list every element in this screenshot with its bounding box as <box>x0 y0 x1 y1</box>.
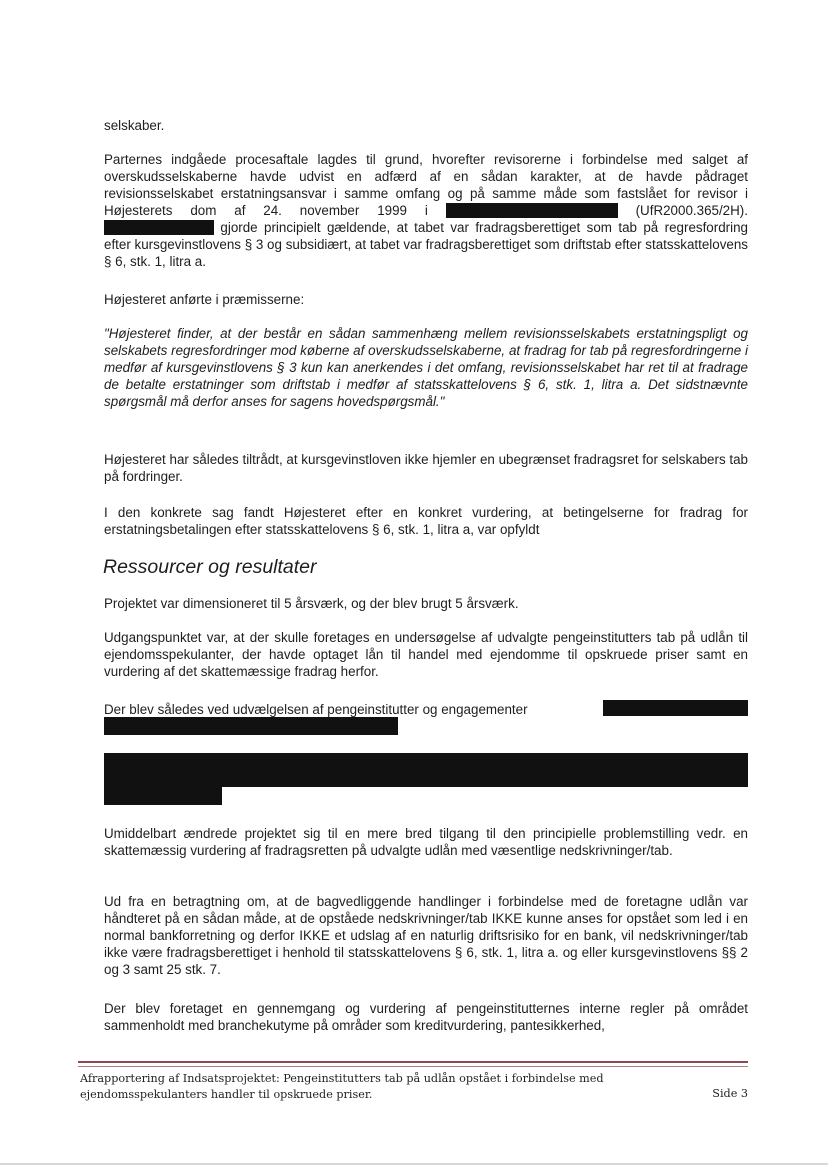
paragraph-procesaftale-text-c: gjorde principielt gældende, at tabet var fradragsberettiget som tab på regresfordring efter kursgevinstlovens § 3 og subsidiært, at tabet var fradragsberettiget som driftstab efter statsskattelovens § 6, stk. 1, litra a. <box>104 220 748 269</box>
paragraph-tilgang: Umiddelbart ændrede projektet sig til en mere bred tilgang til den principielle problemstilling vedr. en skattemæssig vurdering af fradragsretten på udvalgte udlån med væsentlige nedskrivninger/tab. <box>104 826 748 858</box>
footer-title-line1: Afrapportering af Indsatsprojektet: Pengeinstitutters tab på udlån opstået i forbindelse med <box>80 1072 604 1085</box>
footer-rule-thin <box>78 1066 748 1067</box>
redaction-block <box>104 753 748 787</box>
redaction-block <box>104 717 398 735</box>
page-number: Side 3 <box>712 1087 748 1100</box>
paragraph-dimensionering: Projektet var dimensioneret til 5 årsværk, og der blev brugt 5 årsværk. <box>104 596 519 611</box>
paragraph-quote: "Højesteret finder, at der består en sådan sammenhæng mellem revisionsselskabets erstatningspligt og selskabets regresfordringer mod køberne af overskudsselskaberne, at fradrag for tab på regresfordringerne i medfør af kursgevinstlovens § 3 kun kan anerkendes i det omfang, revisionsselskabet har ret til at fradrage de betalte erstatninger som driftstab i medfør af statsskattelovens § 6, stk. 1, litra a. Det sidstnævnte spørgsmål må derfor anses for sagens hovedspørgsmål." <box>104 326 748 409</box>
scan-edge <box>0 1163 828 1165</box>
paragraph-udvaelgelse: Der blev således ved udvælgelsen af pengeinstitutter og engagementer <box>104 702 528 717</box>
paragraph-premisser-intro: Højesteret anførte i præmisserne: <box>104 292 305 307</box>
redaction-block <box>446 203 618 218</box>
paragraph-intro-fragment: selskaber. <box>104 118 165 133</box>
paragraph-procesaftale-text-b: (UfR2000.365/2H). <box>635 203 748 218</box>
paragraph-procesaftale <box>104 151 748 270</box>
paragraph-udgangspunkt: Udgangspunktet var, at der skulle foretages en undersøgelse af udvalgte pengeinstitutters tab på udlån til ejendomsspekulanter, der havde optaget lån til handel med ejendomme til opskruede priser samt en vurdering af det skattemæssige fradrag herfor. <box>104 630 748 679</box>
footer-rule <box>78 1061 748 1063</box>
section-heading: Ressourcer og resultater <box>103 556 317 578</box>
paragraph-procesaftale-text-a: Parternes indgåede procesaftale lagdes til grund, hvorefter revisorerne i forbindelse med salget af overskudsselskaberne havde udvist en adfærd af en sådan karakter, at de havde pådraget revisionsselskabet erstatningsansvar i samme omfang og på samme måde som fastslået for revisor i Højesterets dom af 24. november 1999 i <box>104 152 748 218</box>
paragraph-betragtning: Ud fra en betragtning om, at de bagvedliggende handlinger i forbindelse med de foretagne udlån var håndteret på en sådan måde, at de opståede nedskrivninger/tab IKKE kunne anses for opstået som led i en normal bankforretning og derfor IKKE et udslag af en naturlig driftsrisiko for en bank, vil nedskrivninger/tab ikke være fradragsberettiget i henhold til statsskattelovens § 6, stk. 1, litra a. og eller kursgevinstlovens §§ 2 og 3 samt 25 stk. 7. <box>104 894 748 977</box>
paragraph-konkrete-sag: I den konkrete sag fandt Højesteret efter en konkret vurdering, at betingelserne for fradrag for erstatningsbetalingen efter statsskattelovens § 6, stk. 1, litra a, var opfyldt <box>104 505 748 537</box>
paragraph-gennemgang: Der blev foretaget en gennemgang og vurdering af pengeinstitutternes interne regler på området sammenholdt med branchekutyme på områder som kreditvurdering, pantesikkerhed, <box>104 1001 748 1033</box>
redaction-block <box>603 700 748 716</box>
redaction-block <box>104 786 222 805</box>
footer-title <box>80 1071 640 1103</box>
paragraph-kursgevinstlov: Højesteret har således tiltrådt, at kursgevinstloven ikke hjemler en ubegrænset fradragsret for selskabers tab på fordringer. <box>104 452 748 484</box>
footer-title-line2: ejendomsspekulanters handler til opskruede priser. <box>80 1088 373 1101</box>
redaction-block <box>104 220 214 235</box>
